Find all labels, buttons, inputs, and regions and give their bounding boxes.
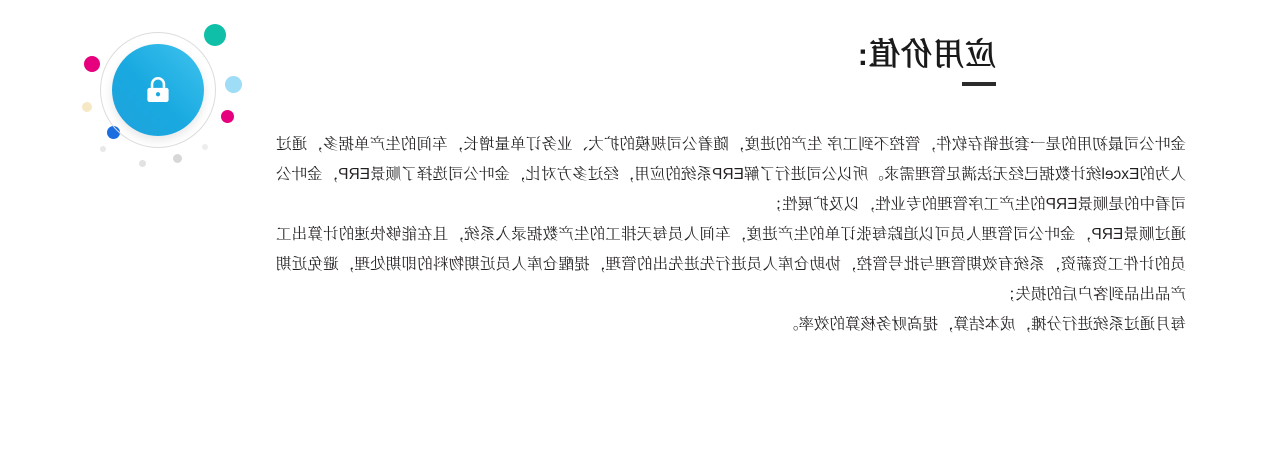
dot-teal (204, 24, 226, 46)
page-title-block (857, 38, 996, 86)
dot-grey-2 (139, 160, 146, 167)
dot-pink (221, 110, 234, 123)
paragraph-2: 通过顺景ERP，金叶公司管理人员可以追踪每张订单的生产进度，车间人员每天排工的生产数据录入系统，且在能够快速的计算出工员的计件工资薪资，系统有效期管理与批号管控，协助仓库人员进行先进先出的管理，提醒仓库人员近期物料的即期处理，避免近期产品出品到客户后的损失； (276, 226, 1186, 303)
dot-magenta (84, 56, 100, 72)
dot-grey-4 (202, 144, 208, 150)
lock-icon (141, 73, 175, 107)
dot-cream (82, 102, 92, 112)
dot-light-blue (225, 76, 242, 93)
paragraph-1: 金叶公司最初用的是一套进销存软件，管控不到工序 生产的进度，随着公司规模的扩大、业务订单量增长，车间的生产单据多，通过人为的Excel统计数据已经无法满足管理需求。所以公司进行了解ERP系统的应用，经过多方对比，金叶公司选择了顺景ERP，金叶公司看中的是顺景ERP的生产工序管理的专业性，以及扩展性； (276, 136, 1186, 213)
decorative-graphic (72, 14, 242, 174)
dot-grey-1 (173, 154, 182, 163)
icon-disc (112, 44, 204, 136)
page-title: 应用价值: (856, 37, 996, 72)
body-content (276, 130, 1186, 340)
title-underline (962, 82, 996, 86)
dot-grey-3 (100, 146, 106, 152)
paragraph-3: 每月通过系统进行分摊，成本结算，提高财务核算的效率。 (782, 316, 1186, 333)
